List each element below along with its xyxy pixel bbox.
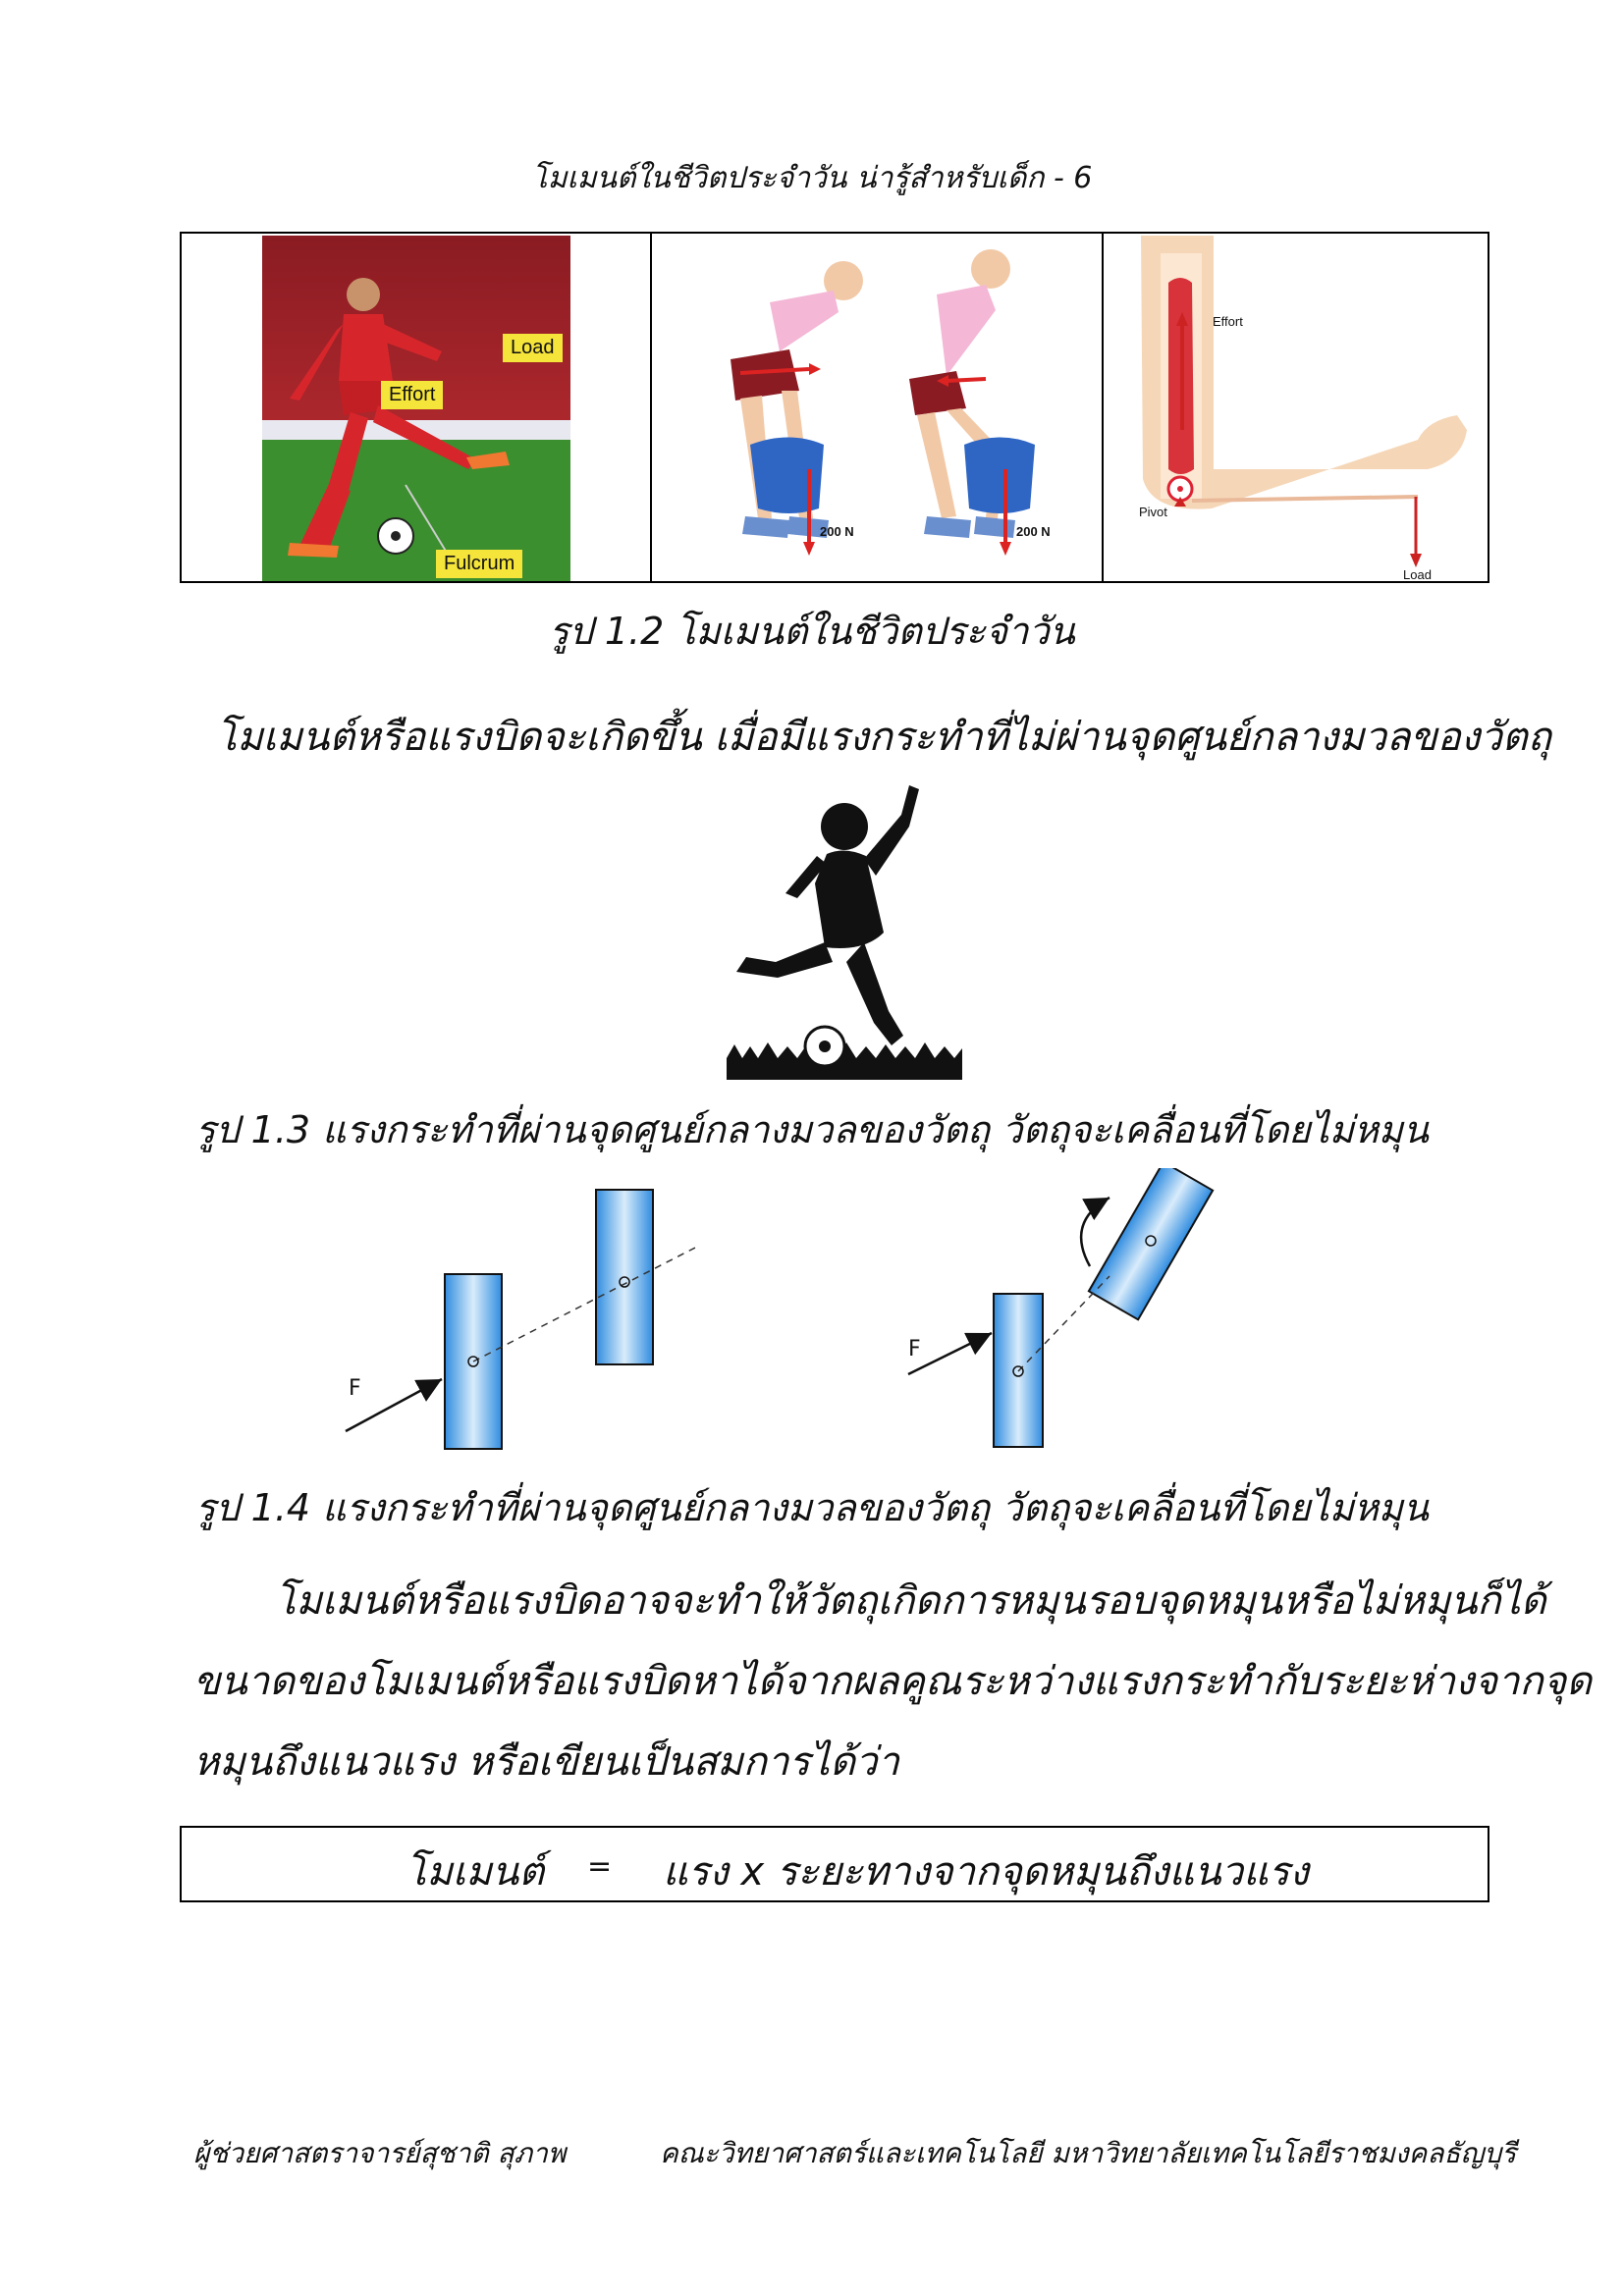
- arm-lever-illustration: [1104, 234, 1489, 581]
- weight-label-2: 200 N: [1016, 524, 1051, 539]
- figure-cell-soccer-photo: [182, 234, 652, 581]
- force-rotation-diagram: [334, 1168, 1237, 1463]
- moment-equation-box: [180, 1826, 1489, 1902]
- effort-label: Effort: [381, 381, 443, 409]
- weight-label-1: 200 N: [820, 524, 854, 539]
- kicking-silhouette-figure: [717, 766, 972, 1080]
- figure-cell-arm-lever: [1104, 234, 1489, 581]
- paragraph-2-line-2: ขนาดของโมเมนต์หรือแรงบิดหาได้จากผลคูณระหว่างแรงกระทำกับระยะห่างจากจุด: [193, 1659, 1593, 1704]
- fulcrum-label: Fulcrum: [436, 550, 522, 578]
- figure-1-4-caption: รูป 1.4 แรงกระทำที่ผ่านจุดศูนย์กลางมวลของวัตถุ วัตถุจะเคลื่อนที่โดยไม่หมุน: [195, 1486, 1429, 1529]
- paragraph-2-line-1: โมเมนต์หรือแรงบิดอาจจะทำให้วัตถุเกิดการหมุนรอบจุดหมุนหรือไม่หมุนก็ได้: [275, 1578, 1546, 1624]
- figure-1-3-caption: รูป 1.3 แรงกระทำที่ผ่านจุดศูนย์กลางมวลของวัตถุ วัตถุจะเคลื่อนที่โดยไม่หมุน: [195, 1108, 1429, 1151]
- force-label-left: F: [349, 1376, 361, 1401]
- equation-rhs: แรง x ระยะทางจากจุดหมุนถึงแนวแรง: [663, 1849, 1309, 1895]
- page-header: โมเมนต์ในชีวิตประจำวัน น่ารู้สำหรับเด็ก - 6: [531, 161, 1093, 195]
- figure-1-2-table: [180, 232, 1489, 583]
- force-label-right: F: [908, 1337, 921, 1362]
- load-label: Load: [503, 334, 563, 362]
- equation-equals: =: [587, 1849, 613, 1884]
- footer-affiliation: คณะวิทยาศาสตร์และเทคโนโลยี มหาวิทยาลัยเทคโนโลยีราชมงคลธัญบุรี: [660, 2137, 1517, 2169]
- paragraph-1: โมเมนต์หรือแรงบิดจะเกิดขึ้น เมื่อมีแรงกระทำที่ไม่ผ่านจุดศูนย์กลางมวลของวัตถุ: [216, 715, 1551, 760]
- arm-effort-label: Effort: [1213, 314, 1243, 329]
- figure-1-2-caption: รูป 1.2 โมเมนต์ในชีวิตประจำวัน: [549, 610, 1075, 653]
- equation-lhs: โมเมนต์: [406, 1849, 545, 1895]
- footer-author: ผู้ช่วยศาสตราจารย์สุชาติ สุภาพ: [193, 2137, 567, 2169]
- paragraph-2-line-3: หมุนถึงแนวแรง หรือเขียนเป็นสมการได้ว่า: [193, 1739, 899, 1785]
- arm-pivot-label: Pivot: [1139, 505, 1167, 519]
- figure-cell-lifting-posture: [652, 234, 1104, 581]
- arm-load-label: Load: [1403, 567, 1432, 581]
